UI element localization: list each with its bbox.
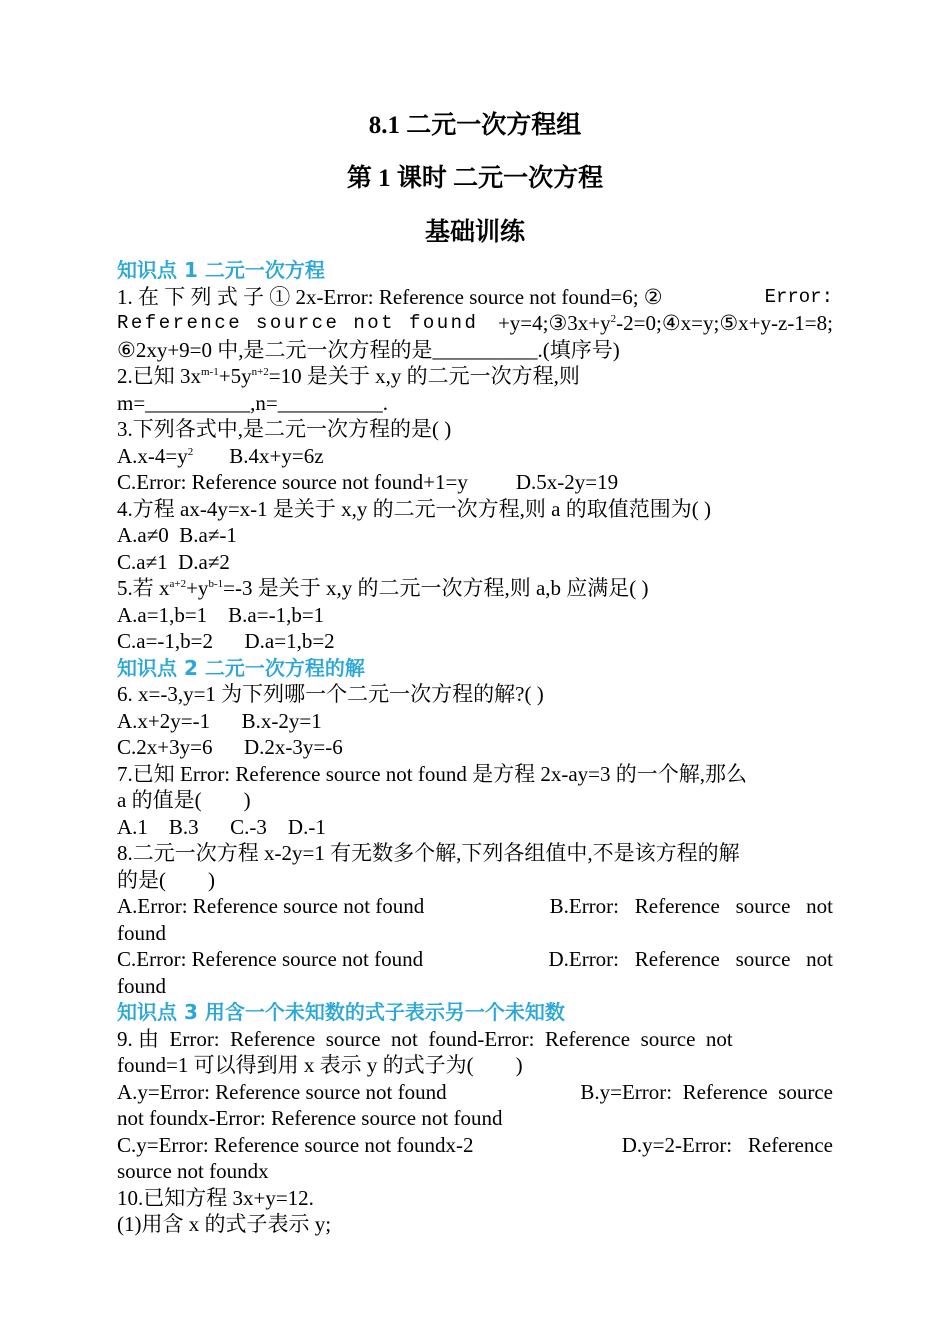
question-7-line-1: 7.已知 Error: Reference source not found 是方程 2x-ay=3 的一个解,那么 xyxy=(117,761,748,786)
question-6-stem: 6. x=-3,y=1 为下列哪一个二元一次方程的解?( ) xyxy=(117,682,544,706)
lesson-title: 第 1 课时 二元一次方程 xyxy=(346,165,604,192)
question-6-options-ab: A.x+2y=-1 B.x-2y=1 xyxy=(117,708,322,733)
knowledge-point-1-heading: 知识点 1 二元一次方程 xyxy=(117,258,325,282)
question-2-superscript-1: m-1 xyxy=(201,366,219,378)
question-9-option-b-cont: not foundx-Error: Reference source not found xyxy=(117,1106,503,1130)
question-5-text-c: =-3 是关于 x,y 的二元一次方程,则 a,b 应满足( ) xyxy=(223,576,649,600)
question-9-option-d-cont: source not foundx xyxy=(117,1159,269,1183)
question-1-line-2 xyxy=(117,310,833,337)
question-9-line-1: 9. 由 Error: Reference source not found-Error: Reference source not xyxy=(117,1026,733,1051)
question-9-options-ab xyxy=(117,1079,833,1106)
question-2-text-c: =10 是关于 x,y 的二元一次方程,则 xyxy=(268,364,580,388)
knowledge-point-2-heading: 知识点 2 二元一次方程的解 xyxy=(117,655,365,680)
question-4-options-cd: C.a≠1 D.a≠2 xyxy=(117,549,230,574)
question-1-mono-text: Reference source not found xyxy=(117,312,479,334)
question-3-option-b: B.4x+y=6z xyxy=(229,443,324,468)
question-5-stem xyxy=(117,575,833,602)
exercise-content xyxy=(117,257,833,1238)
question-4-options-ab: A.a≠0 B.a≠-1 xyxy=(117,523,237,547)
question-2-text-b: +5y xyxy=(218,364,252,388)
question-5-superscript-1: a+2 xyxy=(169,578,187,590)
question-6-options-cd: C.2x+3y=6 D.2x-3y=-6 xyxy=(117,735,343,759)
question-9-option-c: C.y=Error: Reference source not foundx-2 xyxy=(117,1132,474,1157)
question-8-options-cd xyxy=(117,946,833,973)
question-9-option-a: A.y=Error: Reference source not found xyxy=(117,1079,447,1104)
question-1-line-3: ⑥2xy+9=0 中,是二元一次方程的是__________.(填序号) xyxy=(117,337,620,362)
question-8-options-ab xyxy=(117,893,833,920)
question-1-line-2-rest xyxy=(498,310,833,337)
question-3-stem: 3.下列各式中,是二元一次方程的是( ) xyxy=(117,417,452,441)
question-2-line-2: m=__________,n=__________. xyxy=(117,390,389,415)
question-5-text-b: +y xyxy=(186,576,209,600)
question-3-option-a: A.x-4=y xyxy=(117,443,188,468)
question-8-option-d-cont: found xyxy=(117,973,166,998)
knowledge-point-3-heading: 知识点 3 用含一个未知数的式子表示另一个未知数 xyxy=(117,1000,565,1024)
question-2-text-a: 2.已知 3x xyxy=(117,364,201,388)
question-8-line-1: 8.二元一次方程 x-2y=1 有无数多个解,下列各组值中,不是该方程的解 xyxy=(117,841,740,865)
question-2-line-1 xyxy=(117,363,833,390)
question-1-expr-a: +y=4;③3x+y xyxy=(497,311,611,335)
question-8-option-b-cont: found xyxy=(117,920,166,945)
question-8-option-c: C.Error: Reference source not found xyxy=(117,947,424,971)
question-1-text-b: Error: xyxy=(764,285,833,308)
question-3-option-d: D.5x-2y=19 xyxy=(515,470,619,494)
question-8-option-d: D.Error: Reference source not xyxy=(548,947,833,971)
section-title: 基础训练 xyxy=(424,219,525,246)
main-title: 8.1 二元一次方程组 xyxy=(368,112,582,139)
question-5-text-a: 5.若 x xyxy=(117,576,170,600)
question-7-line-2: a 的值是( ) xyxy=(117,788,251,812)
question-9-options-cd xyxy=(117,1132,833,1159)
question-3-option-c: C.Error: Reference source not found+1=y xyxy=(117,470,468,494)
question-9-option-b: B.y=Error: Reference source xyxy=(580,1079,833,1104)
question-8-option-a: A.Error: Reference source not found xyxy=(117,894,425,918)
question-5-superscript-2: b-1 xyxy=(208,578,224,590)
question-1-line-1 xyxy=(117,284,833,311)
question-5-options-cd: C.a=-1,b=2 D.a=1,b=2 xyxy=(117,629,335,653)
question-5-options-ab: A.a=1,b=1 B.a=-1,b=1 xyxy=(117,602,325,627)
question-3-options-ab xyxy=(117,443,833,470)
question-1-expr-b: -2=0;④x=y;⑤x+y-z-1=8; xyxy=(616,311,833,335)
question-3-options-cd xyxy=(117,469,833,496)
question-9-line-2: found=1 可以得到用 x 表示 y 的式子为( ) xyxy=(117,1053,523,1077)
question-7-options: A.1 B.3 C.-3 D.-1 xyxy=(117,814,326,839)
question-1-text-a: 1. 在 下 列 式 子 ① 2x-Error: Reference source not found=6; ② xyxy=(117,284,663,309)
question-4-stem: 4.方程 ax-4y=x-1 是关于 x,y 的二元一次方程,则 a 的取值范围为( ) xyxy=(117,496,711,521)
question-8-line-2: 的是( ) xyxy=(117,867,215,892)
question-8-option-b: B.Error: Reference source not xyxy=(549,894,833,918)
question-3-option-a-superscript: 2 xyxy=(187,445,194,458)
question-9-option-d: D.y=2-Error: Reference xyxy=(621,1132,833,1157)
question-10-stem: 10.已知方程 3x+y=12. xyxy=(117,1185,314,1210)
question-2-superscript-2: n+2 xyxy=(251,366,269,378)
question-1-superscript: 2 xyxy=(610,313,617,325)
question-10-part-1: (1)用含 x 的式子表示 y; xyxy=(117,1212,332,1236)
